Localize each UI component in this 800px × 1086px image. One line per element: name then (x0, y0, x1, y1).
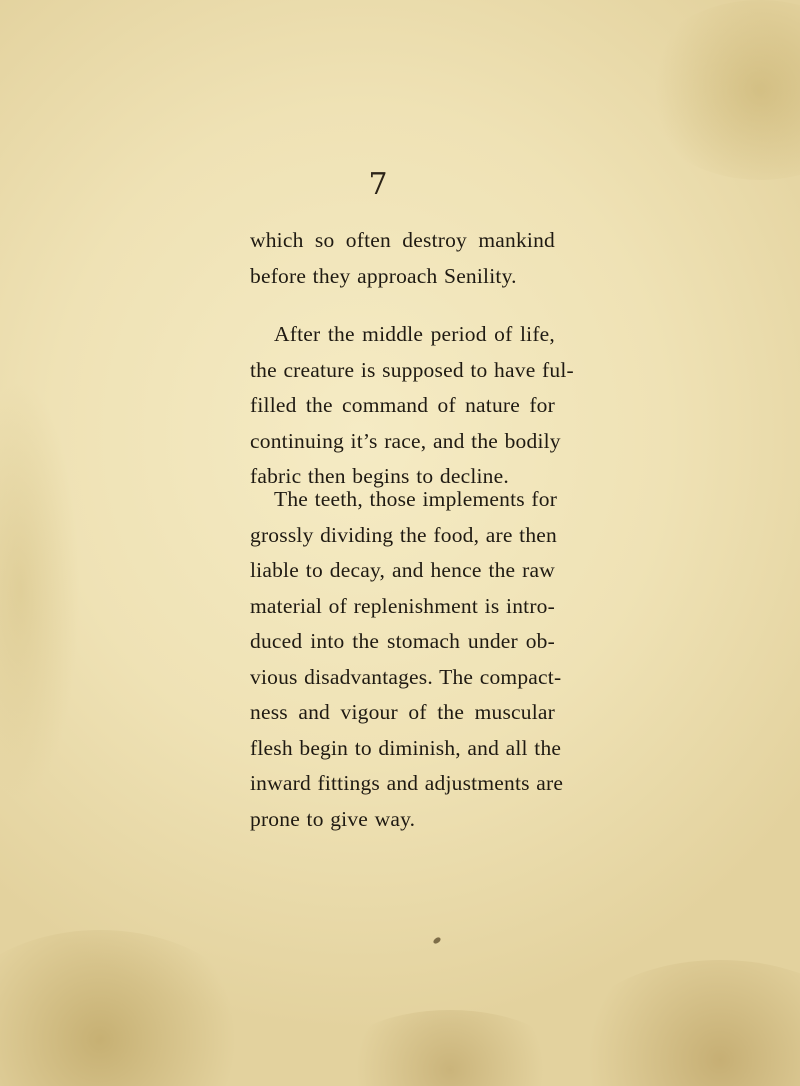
paragraph-1 (250, 223, 555, 294)
text-line: before they approach Senility. (250, 263, 517, 288)
text-line: The teeth, those implements for (274, 487, 558, 511)
text-line: duced into the stomach under ob- (250, 629, 555, 653)
paper-stain (0, 930, 260, 1086)
text-line: flesh begin to diminish, and all the (250, 735, 562, 760)
paper-stain (0, 380, 80, 800)
ink-mark (432, 936, 441, 945)
text-line: liable to decay, and hence the raw (250, 558, 555, 582)
text-line: ness and vigour of the muscular (250, 700, 555, 724)
paper-stain (330, 1010, 570, 1086)
text-line: the creature is supposed to have ful- (250, 357, 574, 382)
text-line: which so often destroy mankind (250, 228, 555, 252)
page-number: 7 (368, 167, 388, 202)
text-line: filled the command of nature for (250, 393, 555, 417)
paper-stain (560, 960, 800, 1086)
paper-stain (640, 0, 800, 180)
text-line: grossly dividing the food, are then (250, 522, 557, 547)
text-line: inward fittings and adjustments are (250, 771, 564, 795)
text-line: continuing it’s race, and the bodily (250, 428, 561, 453)
text-line: After the middle period of life, (274, 322, 555, 346)
paragraph-3 (250, 482, 564, 837)
paragraph-2 (250, 317, 574, 495)
text-line: vious disadvantages. The compact- (250, 664, 562, 689)
text-line: material of replenishment is intro- (250, 593, 555, 618)
text-line: fabric then begins to decline. (250, 464, 509, 488)
text-line: prone to give way. (250, 806, 416, 831)
